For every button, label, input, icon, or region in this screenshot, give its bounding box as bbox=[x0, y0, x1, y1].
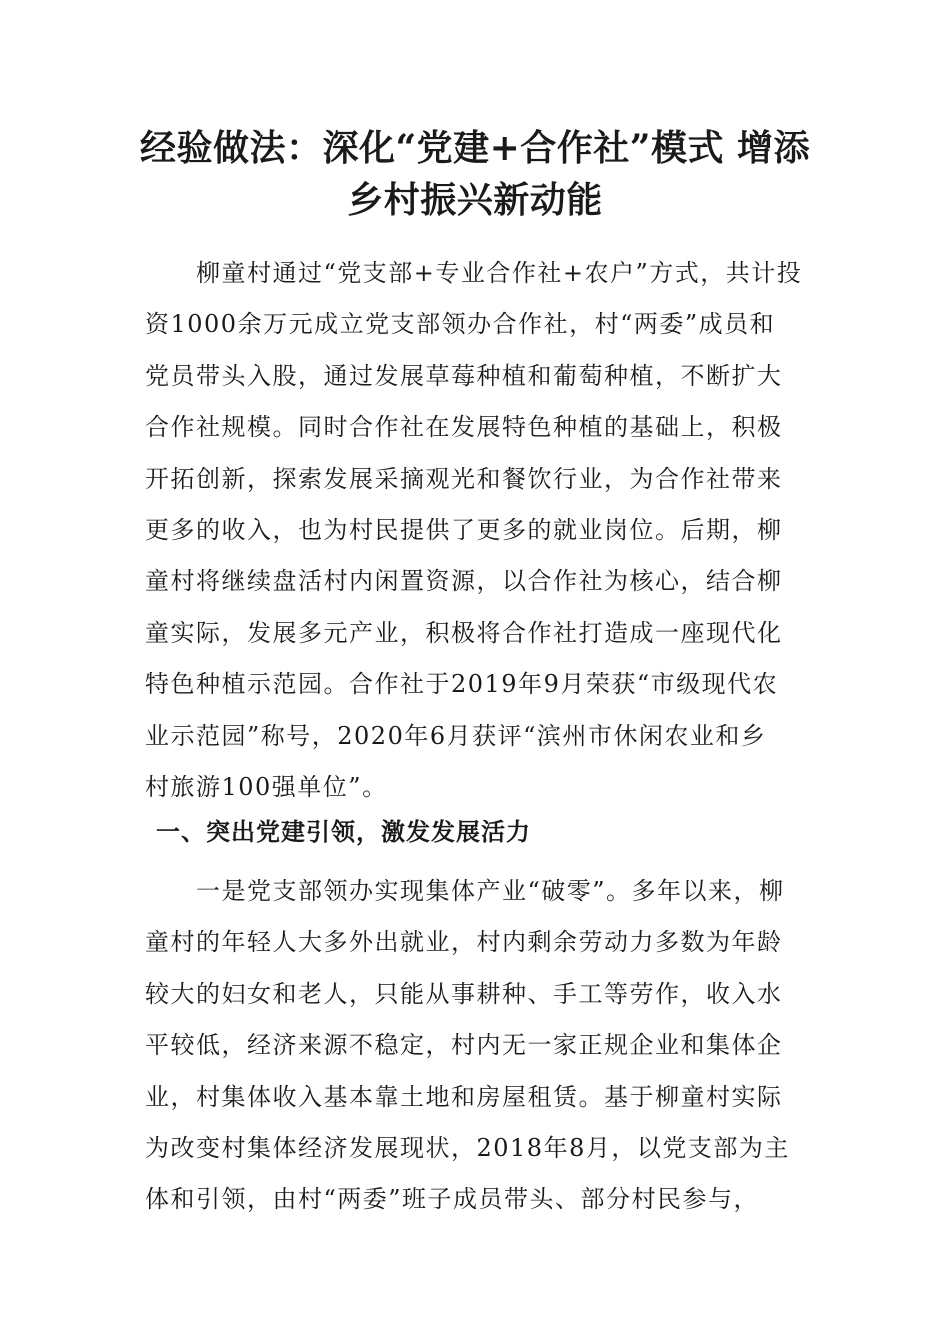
text-line: 特色种植示范园。合作社于2019年9月荣获“市级现代农 bbox=[145, 670, 779, 699]
text-line: 柳童村通过“党支部+专业合作社+农户”方式，共计投 bbox=[145, 259, 803, 287]
text-line: 较大的妇女和老人，只能从事耕种、手工等劳作，收入水 bbox=[145, 979, 783, 1008]
text-line: 体和引领，由村“两委”班子成员带头、部分村民参与， bbox=[145, 1185, 760, 1214]
text-line: 童村将继续盘活村内闲置资源，以合作社为核心，结合柳 bbox=[145, 567, 783, 596]
text-line: 更多的收入，也为村民提供了更多的就业岗位。后期，柳 bbox=[145, 516, 783, 545]
text-line: 为改变村集体经济发展现状，2018年8月，以党支部为主 bbox=[145, 1134, 790, 1163]
text-line: 一是党支部领办实现集体产业“破零”。多年以来，柳 bbox=[145, 877, 785, 905]
intro-paragraph bbox=[145, 248, 810, 813]
text-line: 业示范园”称号，2020年6月获评“滨州市休闲农业和乡 bbox=[145, 721, 767, 750]
text-line: 业，村集体收入基本靠土地和房屋租赁。基于柳童村实际 bbox=[145, 1082, 783, 1111]
text-line: 童实际，发展多元产业，积极将合作社打造成一座现代化 bbox=[145, 618, 783, 647]
text-line: 平较低，经济来源不稳定，村内无一家正规企业和集体企 bbox=[145, 1031, 783, 1060]
text-line: 村旅游100强单位”。 bbox=[145, 773, 388, 802]
text-line: 资1000余万元成立党支部领办合作社，村“两委”成员和 bbox=[145, 310, 776, 339]
text-line: 合作社规模。同时合作社在发展特色种植的基础上，积极 bbox=[145, 413, 783, 442]
title-line-2: 乡村振兴新动能 bbox=[347, 179, 603, 221]
text-line: 童村的年轻人大多外出就业，村内剩余劳动力多数为年龄 bbox=[145, 928, 783, 957]
document-title bbox=[120, 122, 830, 226]
section-heading: 一、突出党建引领，激发发展活力 bbox=[156, 818, 531, 846]
section-paragraph bbox=[145, 866, 810, 1226]
title-line-1: 经验做法：深化“党建+合作社”模式 增添 bbox=[139, 127, 811, 169]
text-line: 开拓创新，探索发展采摘观光和餐饮行业，为合作社带来 bbox=[145, 464, 783, 493]
text-line: 党员带头入股，通过发展草莓种植和葡萄种植，不断扩大 bbox=[145, 361, 783, 390]
